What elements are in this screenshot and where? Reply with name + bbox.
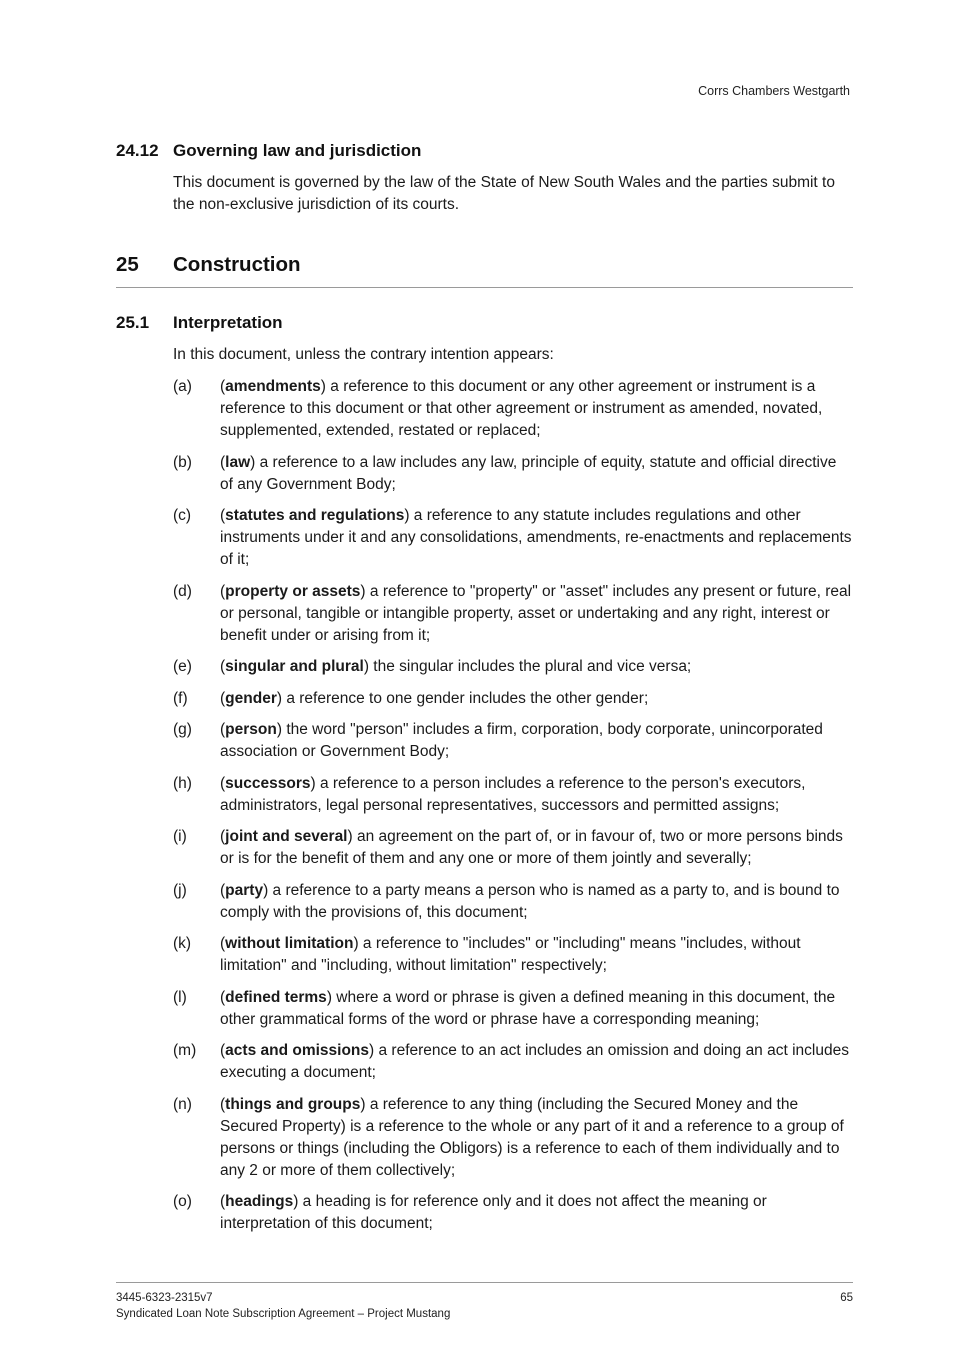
list-item-label: (l) (173, 988, 187, 1006)
list-item-label: (j) (173, 881, 187, 899)
defined-term: defined terms (225, 988, 327, 1006)
defined-term: person (225, 721, 277, 738)
list-item-text: (person) the word "person" includes a firm, corporation, body corporate, unincorporated association or Government Body; (220, 721, 823, 760)
list-item-text: (headings) a heading is for reference only and it does not affect the meaning or interpretation of this document; (220, 1193, 767, 1232)
list-item-body: ) a reference to a party means a person who is named as a party to, and is bound to comply with the provisions of, this document; (220, 881, 840, 921)
defined-term: property or assets (225, 582, 361, 600)
list-item (173, 987, 853, 1031)
list-item-body: ) where a word or phrase is given a defined meaning in this document, the other grammatical forms of the word or phrase have a corresponding meaning; (220, 988, 836, 1028)
list-item (173, 376, 853, 442)
list-item-text: (singular and plural) the singular includes the plural and vice versa; (220, 658, 692, 675)
list-item-text: (successors) a reference to a person includes a reference to the person's executors, administrators, legal personal representatives, successors and permitted assigns; (220, 774, 806, 814)
list-item-body: ) a reference to any thing (including the Secured Money and the Secured Property) is a reference to the whole or any part of it and a reference to a group of persons or things (including the Obligors) is a reference to each of them individually and to any 2 or more of them collectively; (220, 1095, 844, 1179)
section-divider (116, 287, 853, 288)
list-item (173, 688, 853, 710)
defined-term: law (225, 453, 251, 471)
list-item-body: ) a reference to "property" or "asset" includes any present or future, real or personal, tangible or intangible property, asset or undertaking and any right, interest or benefit under or arising from it; (220, 582, 852, 644)
interpretation-list (173, 376, 853, 1245)
list-item-label: (b) (173, 453, 192, 471)
list-item (173, 719, 853, 763)
defined-term: amendments (225, 378, 321, 395)
defined-term: headings (225, 1193, 294, 1210)
list-item-text: (defined terms) where a word or phrase is given a defined meaning in this document, the other grammatical forms of the word or phrase have a corresponding meaning; (220, 988, 836, 1028)
footer-doc-title: Syndicated Loan Note Subscription Agreement – Project Mustang (116, 1308, 451, 1320)
section-number: 25 (116, 253, 139, 276)
section-heading-25 (116, 253, 301, 277)
list-item (173, 773, 853, 817)
defined-term: joint and several (225, 828, 348, 845)
list-item (173, 826, 853, 870)
defined-term: successors (225, 774, 311, 792)
list-item-body: ) a reference to "includes" or "including" means "includes, without limitation" and "including, without limitation" respectively; (220, 935, 801, 974)
list-item-body: ) a reference to one gender includes the other gender; (276, 689, 649, 707)
list-item-label: (e) (173, 658, 192, 675)
list-item-text: (party) a reference to a party means a person who is named as a party to, and is bound to comply with the provisions of, this document; (220, 881, 840, 921)
list-item-label: (n) (173, 1095, 192, 1113)
list-item-label: (d) (173, 582, 192, 600)
list-item-label: (g) (173, 721, 192, 738)
header-firm-name: Corrs Chambers Westgarth (698, 84, 850, 98)
list-item (173, 1094, 853, 1182)
list-item (173, 581, 853, 647)
footer (116, 1290, 853, 1322)
list-item-body: ) a reference to an act includes an omission and doing an act includes executing a document; (220, 1042, 849, 1081)
list-item (173, 880, 853, 924)
defined-term: singular and plural (225, 658, 364, 675)
list-item-label: (k) (173, 935, 192, 952)
list-item (173, 505, 853, 571)
list-item (173, 1191, 853, 1235)
list-item-body: ) a reference to this document or any other agreement or instrument is a reference to this document or that other agreement or instrument as amended, novated, supplemented, extended, restated or replaced; (220, 378, 823, 439)
defined-term: gender (225, 689, 277, 707)
list-item-text: (acts and omissions) a reference to an act includes an omission and doing an act includes executing a document; (220, 1042, 849, 1081)
list-item-label: (o) (173, 1193, 192, 1210)
section-title: Governing law and jurisdiction (173, 141, 422, 160)
list-item-text: (joint and several) an agreement on the part of, or in favour of, two or more persons binds or is for the benefit of them and any one or more of them jointly and severally; (220, 828, 843, 867)
list-item-label: (f) (173, 689, 188, 707)
list-item-body: ) the word "person" includes a firm, corporation, body corporate, unincorporated association or Government Body; (220, 721, 823, 760)
list-item-body: ) a reference to a person includes a reference to the person's executors, administrators, legal personal representatives, successors and permitted assigns; (220, 774, 806, 814)
footer-doc-id: 3445-6323-2315v7 (116, 1292, 213, 1304)
list-item (173, 1040, 853, 1084)
list-item-body: ) the singular includes the plural and vice versa; (363, 658, 692, 675)
list-item-label: (h) (173, 774, 192, 792)
defined-term: acts and omissions (225, 1042, 370, 1059)
section-title: Construction (173, 253, 301, 276)
list-item-label: (c) (173, 507, 192, 524)
section-heading-25-1 (116, 313, 283, 333)
list-item-text: (gender) a reference to one gender includes the other gender; (220, 689, 649, 707)
defined-term: without limitation (225, 935, 354, 952)
list-item-text: (things and groups) a reference to any thing (including the Secured Money and the Secured Property) is a reference to the whole or any part of it and a reference to a group of persons or things (including the Obligors) is a reference to each of them individually and to any 2 or more of them collectively; (220, 1095, 844, 1179)
defined-term: statutes and regulations (225, 507, 405, 524)
list-item-body: ) a heading is for reference only and it does not affect the meaning or interpretation of this document; (220, 1193, 767, 1232)
page-number: 65 (840, 1292, 853, 1304)
footer-divider (116, 1282, 853, 1283)
list-item-text: (law) a reference to a law includes any law, principle of equity, statute and official directive of any Government Body; (220, 453, 837, 493)
list-item-text: (without limitation) a reference to "includes" or "including" means "includes, without limitation" and "including, without limitation" respectively; (220, 935, 801, 974)
list-item-label: (a) (173, 378, 192, 395)
list-item-body: ) an agreement on the part of, or in favour of, two or more persons binds or is for the benefit of them and any one or more of them jointly and severally; (220, 828, 843, 867)
defined-term: things and groups (225, 1095, 361, 1113)
list-item-text: (property or assets) a reference to "property" or "asset" includes any present or future, real or personal, tangible or intangible property, asset or undertaking and any right, interest or benefit under or arising from it; (220, 582, 852, 644)
list-item-text: (amendments) a reference to this document or any other agreement or instrument is a reference to this document or that other agreement or instrument as amended, novated, supplemented, extended, restated or replaced; (220, 378, 823, 439)
list-item-label: (m) (173, 1042, 197, 1059)
list-item (173, 656, 853, 678)
interpretation-intro: In this document, unless the contrary intention appears: (173, 346, 554, 363)
section-title: Interpretation (173, 313, 283, 332)
section-number: 25.1 (116, 313, 150, 332)
list-item-label: (i) (173, 828, 187, 845)
section-number: 24.12 (116, 141, 159, 160)
section-heading-24-12 (116, 141, 421, 161)
list-item (173, 933, 853, 977)
list-item (173, 452, 853, 496)
list-item-text: (statutes and regulations) a reference to any statute includes regulations and other instruments under it and any consolidations, amendments, re-enactments and replacements of it; (220, 507, 852, 568)
governing-law-paragraph: This document is governed by the law of the State of New South Wales and the parties submit to the non-exclusive jurisdiction of its courts. (173, 174, 835, 213)
list-item-body: ) a reference to a law includes any law, principle of equity, statute and official directive of any Government Body; (220, 453, 837, 493)
list-item-body: ) a reference to any statute includes regulations and other instruments under it and any consolidations, amendments, re-enactments and replacements of it; (220, 507, 852, 568)
defined-term: party (225, 881, 264, 899)
